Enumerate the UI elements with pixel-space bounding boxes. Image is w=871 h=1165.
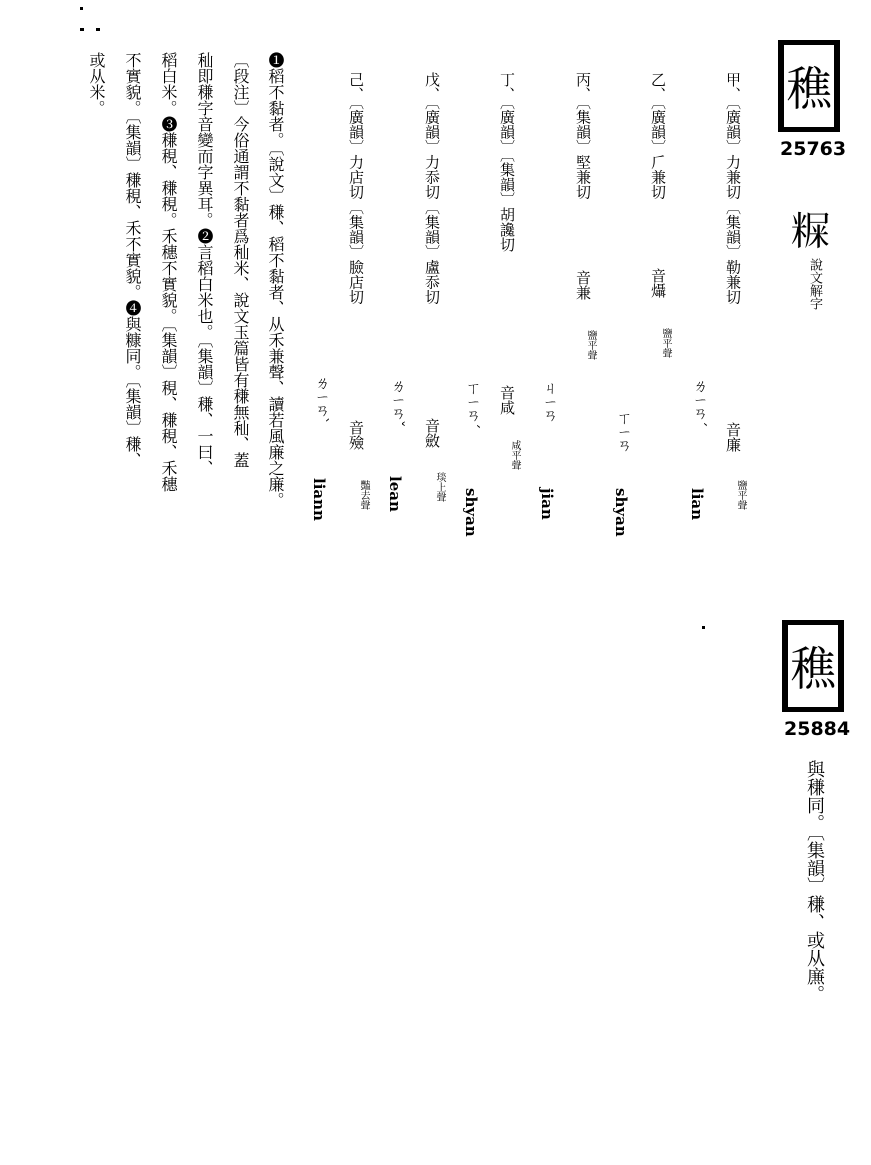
reading-sound: 音殮 [347,420,365,450]
reading-label: 乙、〔廣韻〕𠂆兼切 [649,72,667,200]
definition-line: 與稴同。〔集韻〕稴、或从㢘。 [804,760,825,1003]
variant-char: 𥻐 [786,210,832,250]
scan-mark [702,626,705,629]
reading-sound: 音㸎 [649,268,667,298]
reading-rhyme: 豔去聲 [358,480,369,510]
headword-box [782,620,844,712]
headword-box [778,40,840,132]
scan-mark [80,7,83,10]
reading-bopomofo: ㄒㄧㄢ [615,410,633,452]
reading-rhyme: 鹽平聲 [585,330,596,360]
reading-label: 己、〔廣韻〕力店切〔集韻〕臉店切 [347,72,365,305]
reading-label: 戊、〔廣韻〕力忝切〔集韻〕盧忝切 [423,72,441,305]
reading-roman: jian [538,488,556,520]
definition-line: 稻白米。❸稴䅐、稴䅐。禾穗不實貌。〔集韻〕䅐、稴䅐、禾穗 [159,52,178,492]
reading-rhyme: 琰上聲 [434,472,445,502]
reading-bopomofo: ㄌㄧㄢˇ [389,378,407,428]
entry-number: 25884 [784,718,851,740]
reading-roman: lian [688,488,706,521]
reading-bopomofo: ㄐㄧㄢ [541,380,559,422]
reading-rhyme: 鹽平聲 [660,328,671,358]
definition-line: 〔段注〕今俗通謂不黏者爲秈米、說文玉篇皆有稴無秈、蓋 [231,52,250,468]
reading-sound: 音兼 [574,270,592,300]
reading-sound: 音廉 [724,422,742,452]
definition-line: 不實貌。〔集韻〕稴䅐、禾不實貌。❹與糠同。〔集韻〕稴、 [123,52,142,468]
reading-rhyme: 咸平聲 [509,440,520,470]
headword: 穛 [786,62,832,116]
reading-roman: lean [386,476,404,512]
headword: 穛 [790,642,836,696]
reading-sound: 音斂 [423,418,441,448]
reading-roman: shyan [612,488,630,537]
definition-line: 或从米。 [87,52,106,116]
reading-rhyme: 鹽平聲 [735,480,746,510]
reading-roman: shyan [462,488,480,537]
scan-mark [80,28,84,31]
reading-bopomofo: ㄒㄧㄢˊ [464,380,482,430]
reading-sound: 音咸 [498,385,516,415]
reading-label: 丙、〔集韻〕堅兼切 [574,72,592,200]
definition-line: ❶稻不黏者。〔說文〕稴、稻不黏者、从禾兼聲、讀若風廉之廉。 [266,52,285,508]
variant-source: 說文解字 [807,258,822,310]
reading-roman: liann [310,478,328,521]
reading-label: 丁、〔廣韻〕〔集韻〕胡讒切 [498,72,516,252]
scan-mark [96,28,100,31]
reading-bopomofo: ㄌㄧㄢˋ [313,375,331,425]
definition-line: 秈即稴字音變而字異耳。❷言稻白米也。〔集韻〕稴、一曰、 [195,52,214,476]
reading-label: 甲、〔廣韻〕力兼切〔集韻〕勒兼切 [724,72,742,305]
entry-number: 25763 [780,138,847,160]
reading-bopomofo: ㄌㄧㄢˊ [691,378,709,428]
